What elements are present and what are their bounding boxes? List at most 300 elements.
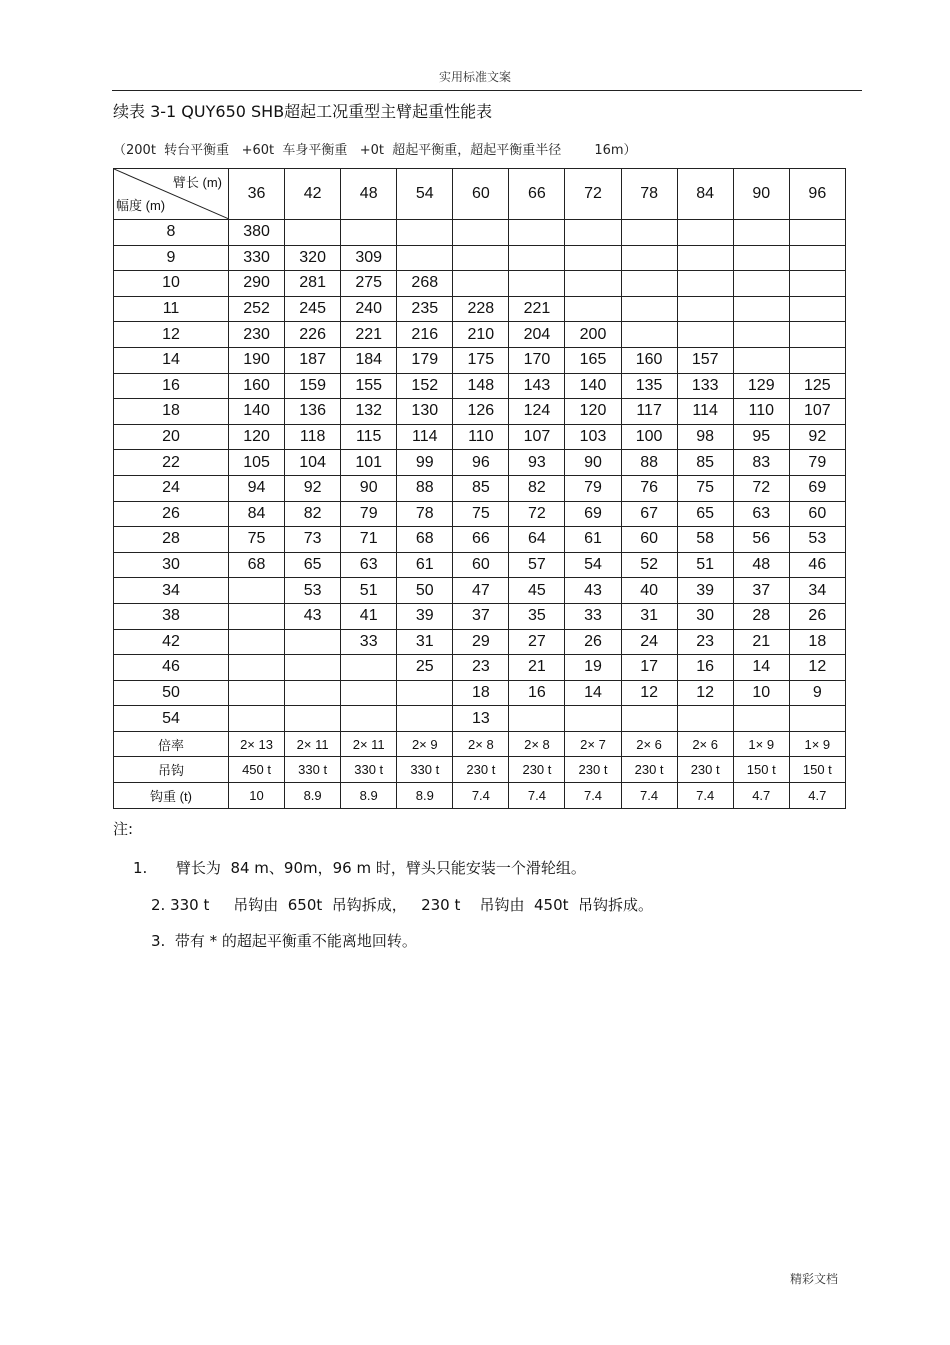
value-cell: 51 — [677, 552, 733, 578]
value-cell: 118 — [285, 424, 341, 450]
value-cell — [733, 347, 789, 373]
value-cell: 41 — [341, 603, 397, 629]
value-cell — [565, 220, 621, 246]
value-cell: 2× 6 — [621, 731, 677, 757]
value-cell: 230 t — [565, 757, 621, 783]
value-cell: 240 — [341, 296, 397, 322]
value-cell: 120 — [565, 399, 621, 425]
value-cell — [397, 680, 453, 706]
value-cell — [229, 603, 285, 629]
value-cell — [733, 220, 789, 246]
value-cell: 79 — [789, 450, 845, 476]
value-cell: 28 — [733, 603, 789, 629]
value-cell: 65 — [677, 501, 733, 527]
row-label-cell: 50 — [114, 680, 229, 706]
value-cell: 12 — [789, 655, 845, 681]
value-cell: 136 — [285, 399, 341, 425]
value-cell: 78 — [397, 501, 453, 527]
value-cell — [789, 220, 845, 246]
value-cell: 10 — [733, 680, 789, 706]
value-cell: 65 — [285, 552, 341, 578]
value-cell: 104 — [285, 450, 341, 476]
hook-weight-row — [114, 783, 846, 809]
value-cell — [509, 220, 565, 246]
value-cell — [565, 271, 621, 297]
value-cell — [285, 706, 341, 732]
value-cell — [733, 271, 789, 297]
value-cell: 132 — [341, 399, 397, 425]
value-cell: 200 — [565, 322, 621, 348]
value-cell: 16 — [509, 680, 565, 706]
value-cell — [509, 245, 565, 271]
value-cell: 152 — [397, 373, 453, 399]
value-cell — [341, 220, 397, 246]
value-cell: 165 — [565, 347, 621, 373]
value-cell: 13 — [453, 706, 509, 732]
value-cell — [733, 296, 789, 322]
value-cell — [789, 347, 845, 373]
value-cell: 2× 9 — [397, 731, 453, 757]
value-cell: 61 — [565, 527, 621, 553]
value-cell: 190 — [229, 347, 285, 373]
value-cell: 14 — [565, 680, 621, 706]
value-cell: 8.9 — [341, 783, 397, 809]
value-cell: 58 — [677, 527, 733, 553]
value-cell: 68 — [397, 527, 453, 553]
value-cell: 2× 8 — [509, 731, 565, 757]
value-cell — [621, 706, 677, 732]
row-label-cell: 26 — [114, 501, 229, 527]
value-cell: 37 — [733, 578, 789, 604]
table-row — [114, 399, 846, 425]
value-cell: 53 — [285, 578, 341, 604]
value-cell: 133 — [677, 373, 733, 399]
header-divider — [112, 90, 862, 91]
row-label-cell: 20 — [114, 424, 229, 450]
value-cell — [677, 271, 733, 297]
value-cell: 226 — [285, 322, 341, 348]
value-cell: 148 — [453, 373, 509, 399]
table-row — [114, 527, 846, 553]
row-label-cell: 34 — [114, 578, 229, 604]
value-cell: 143 — [509, 373, 565, 399]
value-cell: 184 — [341, 347, 397, 373]
value-cell: 290 — [229, 271, 285, 297]
page-header: 实用标准文案 — [438, 70, 511, 84]
row-label-cell: 8 — [114, 220, 229, 246]
value-cell: 124 — [509, 399, 565, 425]
value-cell — [621, 245, 677, 271]
table-subtitle: （200t 转台平衡重 +60t 车身平衡重 +0t 超起平衡重，超起平衡重半径 16m） — [113, 143, 637, 158]
value-cell: 37 — [453, 603, 509, 629]
table-row — [114, 450, 846, 476]
value-cell: 43 — [565, 578, 621, 604]
row-label-cell: 钩重 (t) — [114, 783, 229, 809]
value-cell — [789, 322, 845, 348]
row-label-cell: 吊钩 — [114, 757, 229, 783]
value-cell: 82 — [285, 501, 341, 527]
value-cell — [229, 578, 285, 604]
value-cell: 8.9 — [285, 783, 341, 809]
value-cell: 281 — [285, 271, 341, 297]
value-cell: 18 — [453, 680, 509, 706]
value-cell: 2× 13 — [229, 731, 285, 757]
boom-length-header: 84 — [677, 169, 733, 220]
value-cell — [453, 245, 509, 271]
radius-axis-label: 幅度 (m) — [116, 198, 166, 213]
page-footer: 精彩文档 — [789, 1272, 838, 1286]
table-row — [114, 220, 846, 246]
value-cell: 39 — [397, 603, 453, 629]
value-cell: 69 — [789, 475, 845, 501]
value-cell: 45 — [509, 578, 565, 604]
value-cell: 107 — [789, 399, 845, 425]
value-cell: 27 — [509, 629, 565, 655]
value-cell — [733, 322, 789, 348]
value-cell: 228 — [453, 296, 509, 322]
value-cell: 2× 6 — [677, 731, 733, 757]
value-cell: 4.7 — [733, 783, 789, 809]
boom-length-header: 48 — [341, 169, 397, 220]
value-cell: 18 — [789, 629, 845, 655]
value-cell — [621, 271, 677, 297]
value-cell — [229, 629, 285, 655]
row-label-cell: 30 — [114, 552, 229, 578]
value-cell: 320 — [285, 245, 341, 271]
value-cell: 95 — [733, 424, 789, 450]
value-cell: 79 — [565, 475, 621, 501]
value-cell — [341, 706, 397, 732]
value-cell: 129 — [733, 373, 789, 399]
row-label-cell: 倍率 — [114, 731, 229, 757]
row-label-cell: 11 — [114, 296, 229, 322]
value-cell: 21 — [509, 655, 565, 681]
value-cell — [621, 322, 677, 348]
value-cell: 8.9 — [397, 783, 453, 809]
value-cell: 84 — [229, 501, 285, 527]
value-cell: 117 — [621, 399, 677, 425]
value-cell — [789, 296, 845, 322]
value-cell: 450 t — [229, 757, 285, 783]
table-row — [114, 629, 846, 655]
value-cell: 9 — [789, 680, 845, 706]
value-cell: 268 — [397, 271, 453, 297]
table-title: 续表 3-1 QUY650 SHB超起工况重型主臂起重性能表 — [113, 102, 493, 121]
table-row — [114, 245, 846, 271]
value-cell: 216 — [397, 322, 453, 348]
value-cell: 50 — [397, 578, 453, 604]
value-cell: 2× 8 — [453, 731, 509, 757]
value-cell — [677, 706, 733, 732]
row-label-cell: 12 — [114, 322, 229, 348]
row-label-cell: 16 — [114, 373, 229, 399]
value-cell — [565, 296, 621, 322]
value-cell: 155 — [341, 373, 397, 399]
value-cell: 4.7 — [789, 783, 845, 809]
value-cell: 63 — [733, 501, 789, 527]
value-cell: 51 — [341, 578, 397, 604]
value-cell — [789, 706, 845, 732]
value-cell: 40 — [621, 578, 677, 604]
boom-length-header: 96 — [789, 169, 845, 220]
value-cell — [229, 655, 285, 681]
value-cell: 125 — [789, 373, 845, 399]
value-cell: 46 — [789, 552, 845, 578]
value-cell — [397, 220, 453, 246]
value-cell: 135 — [621, 373, 677, 399]
value-cell: 380 — [229, 220, 285, 246]
value-cell: 24 — [621, 629, 677, 655]
value-cell: 12 — [677, 680, 733, 706]
value-cell: 221 — [341, 322, 397, 348]
hook-row — [114, 757, 846, 783]
value-cell: 130 — [397, 399, 453, 425]
value-cell: 90 — [341, 475, 397, 501]
value-cell: 72 — [509, 501, 565, 527]
value-cell: 98 — [677, 424, 733, 450]
row-label-cell: 38 — [114, 603, 229, 629]
value-cell: 1× 9 — [733, 731, 789, 757]
value-cell: 235 — [397, 296, 453, 322]
row-label-cell: 10 — [114, 271, 229, 297]
note-item: 2. 330 t 吊钩由 650t 吊钩拆成， 230 t 吊钩由 450t 吊钩拆成。 — [151, 896, 654, 914]
value-cell: 99 — [397, 450, 453, 476]
value-cell: 2× 7 — [565, 731, 621, 757]
value-cell: 60 — [621, 527, 677, 553]
value-cell: 230 t — [509, 757, 565, 783]
value-cell — [733, 245, 789, 271]
value-cell: 330 t — [285, 757, 341, 783]
value-cell — [565, 245, 621, 271]
value-cell: 230 t — [677, 757, 733, 783]
value-cell — [677, 245, 733, 271]
value-cell: 157 — [677, 347, 733, 373]
value-cell: 7.4 — [565, 783, 621, 809]
value-cell: 14 — [733, 655, 789, 681]
value-cell: 76 — [621, 475, 677, 501]
row-label-cell: 22 — [114, 450, 229, 476]
value-cell — [509, 271, 565, 297]
value-cell: 67 — [621, 501, 677, 527]
value-cell — [341, 655, 397, 681]
value-cell: 159 — [285, 373, 341, 399]
value-cell: 39 — [677, 578, 733, 604]
value-cell: 230 t — [621, 757, 677, 783]
value-cell: 25 — [397, 655, 453, 681]
table-row — [114, 296, 846, 322]
value-cell: 30 — [677, 603, 733, 629]
value-cell: 92 — [285, 475, 341, 501]
value-cell: 2× 11 — [341, 731, 397, 757]
value-cell: 23 — [453, 655, 509, 681]
value-cell: 105 — [229, 450, 285, 476]
value-cell — [397, 245, 453, 271]
value-cell: 94 — [229, 475, 285, 501]
value-cell: 75 — [229, 527, 285, 553]
value-cell: 64 — [509, 527, 565, 553]
boom-length-header: 36 — [229, 169, 285, 220]
value-cell: 88 — [621, 450, 677, 476]
value-cell: 17 — [621, 655, 677, 681]
corner-header-cell — [114, 169, 229, 220]
value-cell: 115 — [341, 424, 397, 450]
boom-length-axis-label: 臂长 (m) — [172, 175, 222, 190]
value-cell: 309 — [341, 245, 397, 271]
value-cell: 110 — [453, 424, 509, 450]
value-cell: 68 — [229, 552, 285, 578]
value-cell: 33 — [565, 603, 621, 629]
boom-length-header: 54 — [397, 169, 453, 220]
value-cell: 114 — [397, 424, 453, 450]
boom-length-header: 90 — [733, 169, 789, 220]
value-cell: 71 — [341, 527, 397, 553]
value-cell: 2× 11 — [285, 731, 341, 757]
value-cell: 140 — [565, 373, 621, 399]
value-cell — [453, 271, 509, 297]
value-cell — [285, 629, 341, 655]
value-cell: 31 — [397, 629, 453, 655]
value-cell: 175 — [453, 347, 509, 373]
value-cell: 75 — [677, 475, 733, 501]
value-cell: 75 — [453, 501, 509, 527]
value-cell: 96 — [453, 450, 509, 476]
value-cell: 88 — [397, 475, 453, 501]
value-cell: 57 — [509, 552, 565, 578]
value-cell: 7.4 — [453, 783, 509, 809]
value-cell: 330 — [229, 245, 285, 271]
value-cell: 19 — [565, 655, 621, 681]
table-row — [114, 475, 846, 501]
value-cell: 245 — [285, 296, 341, 322]
value-cell: 187 — [285, 347, 341, 373]
value-cell — [285, 655, 341, 681]
table-row — [114, 680, 846, 706]
value-cell — [789, 271, 845, 297]
value-cell: 110 — [733, 399, 789, 425]
value-cell — [229, 706, 285, 732]
value-cell: 79 — [341, 501, 397, 527]
value-cell: 48 — [733, 552, 789, 578]
value-cell: 72 — [733, 475, 789, 501]
reeving-row — [114, 731, 846, 757]
value-cell: 221 — [509, 296, 565, 322]
value-cell: 54 — [565, 552, 621, 578]
value-cell: 23 — [677, 629, 733, 655]
value-cell: 53 — [789, 527, 845, 553]
row-label-cell: 24 — [114, 475, 229, 501]
value-cell — [509, 706, 565, 732]
row-label-cell: 18 — [114, 399, 229, 425]
table-body — [114, 220, 846, 809]
value-cell: 26 — [565, 629, 621, 655]
note-item: 1. 臂长为 84 m、90m，96 m 时，臂头只能安装一个滑轮组。 — [133, 859, 586, 877]
value-cell: 85 — [453, 475, 509, 501]
value-cell: 230 — [229, 322, 285, 348]
row-label-cell: 9 — [114, 245, 229, 271]
value-cell: 69 — [565, 501, 621, 527]
value-cell: 150 t — [789, 757, 845, 783]
value-cell: 204 — [509, 322, 565, 348]
value-cell: 29 — [453, 629, 509, 655]
value-cell: 7.4 — [621, 783, 677, 809]
value-cell: 35 — [509, 603, 565, 629]
value-cell: 120 — [229, 424, 285, 450]
value-cell: 101 — [341, 450, 397, 476]
value-cell — [565, 706, 621, 732]
row-label-cell: 46 — [114, 655, 229, 681]
notes-heading: 注: — [113, 820, 134, 838]
value-cell: 26 — [789, 603, 845, 629]
value-cell: 66 — [453, 527, 509, 553]
value-cell: 60 — [453, 552, 509, 578]
value-cell: 63 — [341, 552, 397, 578]
value-cell: 330 t — [341, 757, 397, 783]
boom-length-header: 78 — [621, 169, 677, 220]
value-cell: 83 — [733, 450, 789, 476]
value-cell: 61 — [397, 552, 453, 578]
value-cell: 330 t — [397, 757, 453, 783]
value-cell: 31 — [621, 603, 677, 629]
value-cell — [733, 706, 789, 732]
table-row — [114, 655, 846, 681]
table-row — [114, 501, 846, 527]
value-cell: 230 t — [453, 757, 509, 783]
table-row — [114, 706, 846, 732]
value-cell: 210 — [453, 322, 509, 348]
row-label-cell: 42 — [114, 629, 229, 655]
value-cell: 140 — [229, 399, 285, 425]
value-cell: 150 t — [733, 757, 789, 783]
value-cell — [621, 220, 677, 246]
value-cell: 82 — [509, 475, 565, 501]
row-label-cell: 28 — [114, 527, 229, 553]
boom-length-header: 42 — [285, 169, 341, 220]
table-row — [114, 578, 846, 604]
value-cell — [285, 220, 341, 246]
table-row — [114, 347, 846, 373]
note-item: 3. 带有 * 的超起平衡重不能离地回转。 — [151, 932, 417, 950]
load-chart-table — [113, 168, 846, 809]
value-cell: 52 — [621, 552, 677, 578]
value-cell: 160 — [229, 373, 285, 399]
table-row — [114, 322, 846, 348]
table-row — [114, 424, 846, 450]
boom-length-header: 66 — [509, 169, 565, 220]
value-cell: 114 — [677, 399, 733, 425]
value-cell: 1× 9 — [789, 731, 845, 757]
value-cell — [677, 322, 733, 348]
value-cell — [285, 680, 341, 706]
value-cell — [677, 220, 733, 246]
value-cell: 103 — [565, 424, 621, 450]
value-cell — [677, 296, 733, 322]
value-cell: 10 — [229, 783, 285, 809]
value-cell: 107 — [509, 424, 565, 450]
value-cell — [453, 220, 509, 246]
table-row — [114, 373, 846, 399]
value-cell: 126 — [453, 399, 509, 425]
value-cell: 34 — [789, 578, 845, 604]
table-row — [114, 552, 846, 578]
value-cell — [341, 680, 397, 706]
value-cell: 16 — [677, 655, 733, 681]
value-cell: 7.4 — [509, 783, 565, 809]
value-cell: 170 — [509, 347, 565, 373]
value-cell — [789, 245, 845, 271]
value-cell: 100 — [621, 424, 677, 450]
value-cell — [397, 706, 453, 732]
value-cell: 275 — [341, 271, 397, 297]
